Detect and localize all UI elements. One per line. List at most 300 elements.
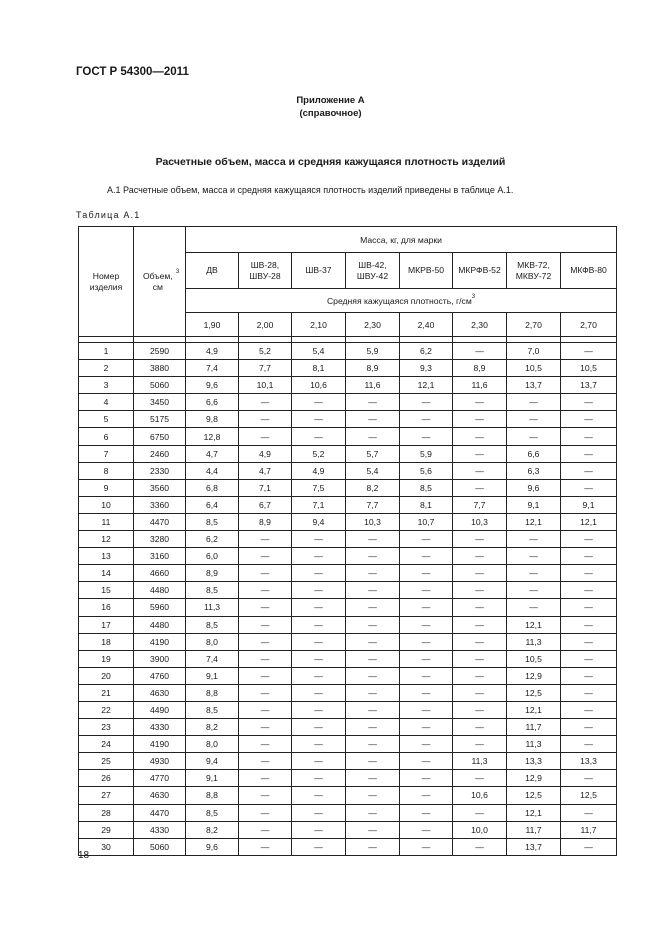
- table-row: [79, 445, 617, 462]
- table-row: [79, 838, 617, 855]
- table-row: [79, 770, 617, 787]
- table-cell: 9,1: [186, 667, 239, 684]
- table-cell: —: [400, 411, 453, 428]
- table-cell: —: [453, 719, 507, 736]
- table-row: [79, 531, 617, 548]
- density-value: 2,70: [507, 313, 561, 337]
- table-row: [79, 787, 617, 804]
- table-cell: —: [400, 565, 453, 582]
- table-cell: —: [346, 565, 400, 582]
- table-cell: 12,5: [507, 787, 561, 804]
- table-cell: 8,9: [186, 565, 239, 582]
- table-cell: —: [239, 582, 292, 599]
- table-cell: —: [400, 684, 453, 701]
- table-cell: 9,4: [186, 753, 239, 770]
- table-cell: 8,0: [186, 633, 239, 650]
- table-cell: 13,3: [507, 753, 561, 770]
- col-header-volume-label: Объем, см: [142, 270, 173, 292]
- table-cell: —: [400, 804, 453, 821]
- table-cell: —: [453, 667, 507, 684]
- intro-paragraph: А.1 Расчетные объем, масса и средняя кажущаяся плотность изделий приведены в таблице А.1.: [107, 185, 514, 195]
- table-cell: —: [561, 582, 617, 599]
- mass-header: Масса, кг, для марки: [186, 227, 617, 253]
- table-cell: —: [453, 394, 507, 411]
- table-cell: 4190: [134, 633, 186, 650]
- table-cell: 5,9: [346, 343, 400, 360]
- table-cell: 11,3: [186, 599, 239, 616]
- table-cell: 5175: [134, 411, 186, 428]
- table-cell: —: [239, 633, 292, 650]
- table-cell: —: [292, 804, 346, 821]
- table-cell: 21: [79, 684, 134, 701]
- table-cell: —: [292, 582, 346, 599]
- superscript-3: 3: [471, 293, 476, 300]
- table-cell: 4470: [134, 804, 186, 821]
- table-cell: —: [561, 531, 617, 548]
- table-cell: —: [292, 565, 346, 582]
- table-cell: —: [453, 565, 507, 582]
- table-row: [79, 565, 617, 582]
- table-cell: 4,4: [186, 462, 239, 479]
- table-cell: —: [507, 411, 561, 428]
- table-cell: —: [453, 736, 507, 753]
- table-cell: 6,0: [186, 548, 239, 565]
- table-cell: —: [346, 667, 400, 684]
- table-cell: 10,5: [561, 360, 617, 377]
- table-cell: —: [346, 394, 400, 411]
- table-cell: 7,0: [507, 343, 561, 360]
- table-cell: 10,0: [453, 821, 507, 838]
- table-cell: —: [239, 548, 292, 565]
- table-cell: —: [346, 804, 400, 821]
- table-row: [79, 513, 617, 530]
- table-cell: 3160: [134, 548, 186, 565]
- table-cell: 10,6: [453, 787, 507, 804]
- table-cell: —: [561, 736, 617, 753]
- grade-header: МКВ-72, МКВУ-72: [507, 253, 561, 289]
- table-cell: 12,5: [507, 684, 561, 701]
- table-cell: 4,7: [239, 462, 292, 479]
- table-cell: —: [400, 616, 453, 633]
- table-cell: —: [453, 428, 507, 445]
- table-cell: 8,5: [186, 804, 239, 821]
- table-cell: 8,5: [186, 616, 239, 633]
- table-cell: —: [561, 343, 617, 360]
- grade-header: МКРФВ-52: [453, 253, 507, 289]
- table-cell: 2590: [134, 343, 186, 360]
- table-cell: —: [507, 548, 561, 565]
- table-cell: —: [400, 531, 453, 548]
- table-cell: 6,7: [239, 496, 292, 513]
- table-cell: 7,4: [186, 360, 239, 377]
- table-cell: —: [346, 719, 400, 736]
- table-cell: —: [561, 616, 617, 633]
- table-cell: —: [453, 462, 507, 479]
- grade-header: ДВ: [186, 253, 239, 289]
- table-cell: —: [400, 701, 453, 718]
- table-cell: 23: [79, 719, 134, 736]
- table-row: [79, 343, 617, 360]
- table-cell: 10: [79, 496, 134, 513]
- table-cell: —: [561, 445, 617, 462]
- table-cell: —: [561, 462, 617, 479]
- table-cell: —: [453, 770, 507, 787]
- table-cell: —: [239, 531, 292, 548]
- table-cell: —: [453, 582, 507, 599]
- table-row: [79, 377, 617, 394]
- table-cell: 24: [79, 736, 134, 753]
- table-cell: 8,5: [186, 582, 239, 599]
- table-cell: 6,4: [186, 496, 239, 513]
- table-cell: 6,6: [507, 445, 561, 462]
- table-cell: —: [346, 582, 400, 599]
- table-cell: 2: [79, 360, 134, 377]
- table-cell: 22: [79, 701, 134, 718]
- table-cell: —: [400, 599, 453, 616]
- table-cell: —: [400, 650, 453, 667]
- table-cell: 9: [79, 479, 134, 496]
- col-header-volume: [134, 227, 186, 337]
- table-cell: —: [453, 633, 507, 650]
- density-value: 2,70: [561, 313, 617, 337]
- table-cell: 4330: [134, 821, 186, 838]
- table-row: [79, 462, 617, 479]
- table-cell: —: [561, 770, 617, 787]
- table-cell: 7: [79, 445, 134, 462]
- table-cell: —: [561, 599, 617, 616]
- table-cell: 3880: [134, 360, 186, 377]
- table-cell: 8,1: [400, 496, 453, 513]
- table-cell: 10,7: [400, 513, 453, 530]
- table-cell: —: [346, 531, 400, 548]
- table-cell: —: [292, 411, 346, 428]
- table-cell: 29: [79, 821, 134, 838]
- table-cell: —: [561, 667, 617, 684]
- table-row: [79, 701, 617, 718]
- table-cell: 13,7: [561, 377, 617, 394]
- table-cell: 9,1: [186, 770, 239, 787]
- table-cell: —: [507, 565, 561, 582]
- table-cell: 30: [79, 838, 134, 855]
- table-cell: 4,9: [239, 445, 292, 462]
- table-cell: 8: [79, 462, 134, 479]
- table-cell: 3360: [134, 496, 186, 513]
- table-cell: 12,1: [507, 701, 561, 718]
- table-cell: —: [346, 616, 400, 633]
- table-cell: 9,1: [561, 496, 617, 513]
- table-cell: —: [453, 411, 507, 428]
- table-cell: —: [292, 531, 346, 548]
- col-header-number: [79, 227, 134, 337]
- table-cell: 5,4: [346, 462, 400, 479]
- table-cell: 28: [79, 804, 134, 821]
- table-cell: 8,5: [186, 701, 239, 718]
- table-cell: —: [507, 428, 561, 445]
- table-cell: 13,3: [561, 753, 617, 770]
- table-cell: —: [346, 599, 400, 616]
- table-cell: —: [239, 821, 292, 838]
- table-cell: —: [400, 719, 453, 736]
- table-cell: —: [239, 736, 292, 753]
- table-cell: —: [561, 394, 617, 411]
- table-cell: 6,2: [186, 531, 239, 548]
- table-cell: —: [400, 753, 453, 770]
- table-cell: —: [561, 633, 617, 650]
- table-cell: —: [561, 548, 617, 565]
- table-cell: —: [292, 701, 346, 718]
- table-cell: 12,8: [186, 428, 239, 445]
- table-cell: —: [561, 479, 617, 496]
- page-number: 18: [78, 850, 90, 861]
- table-cell: 12,1: [400, 377, 453, 394]
- table-cell: 1: [79, 343, 134, 360]
- table-row: [79, 479, 617, 496]
- table-cell: 11,3: [507, 633, 561, 650]
- table-cell: 10,1: [239, 377, 292, 394]
- table-cell: —: [453, 479, 507, 496]
- table-cell: 10,5: [507, 360, 561, 377]
- table-cell: —: [561, 650, 617, 667]
- table-row: [79, 394, 617, 411]
- table-cell: 7,7: [239, 360, 292, 377]
- table-cell: —: [400, 548, 453, 565]
- table-cell: 2330: [134, 462, 186, 479]
- table-cell: —: [292, 787, 346, 804]
- table-cell: 6,3: [507, 462, 561, 479]
- density-value: 2,00: [239, 313, 292, 337]
- table-cell: —: [292, 684, 346, 701]
- table-cell: 11,7: [507, 821, 561, 838]
- table-cell: 11: [79, 513, 134, 530]
- table-cell: —: [400, 838, 453, 855]
- table-cell: 7,5: [292, 479, 346, 496]
- table-cell: 8,2: [346, 479, 400, 496]
- table-cell: 4630: [134, 684, 186, 701]
- table-row: [79, 684, 617, 701]
- table-cell: 4,7: [186, 445, 239, 462]
- table-cell: —: [561, 411, 617, 428]
- table-row: [79, 821, 617, 838]
- table-cell: —: [507, 531, 561, 548]
- table-cell: 13,7: [507, 838, 561, 855]
- table-cell: 6: [79, 428, 134, 445]
- table-cell: —: [239, 684, 292, 701]
- table-cell: 4480: [134, 616, 186, 633]
- table-cell: 8,0: [186, 736, 239, 753]
- table-cell: 8,9: [239, 513, 292, 530]
- density-value: 2,30: [453, 313, 507, 337]
- table-cell: 10,3: [346, 513, 400, 530]
- table-cell: 11,7: [507, 719, 561, 736]
- table-row: [79, 599, 617, 616]
- table-cell: —: [239, 753, 292, 770]
- table-cell: —: [453, 838, 507, 855]
- table-cell: —: [239, 787, 292, 804]
- table-cell: —: [292, 838, 346, 855]
- table-cell: —: [346, 736, 400, 753]
- table-cell: —: [292, 633, 346, 650]
- table-row: [79, 616, 617, 633]
- table-cell: —: [292, 736, 346, 753]
- table-cell: —: [239, 804, 292, 821]
- table-cell: 9,4: [292, 513, 346, 530]
- table-cell: —: [239, 701, 292, 718]
- table-cell: 12,5: [561, 787, 617, 804]
- table-cell: 26: [79, 770, 134, 787]
- table-cell: 8,9: [346, 360, 400, 377]
- table-cell: 13,7: [507, 377, 561, 394]
- table-cell: —: [346, 684, 400, 701]
- table-row: [79, 360, 617, 377]
- table-cell: —: [561, 838, 617, 855]
- table-cell: 4190: [134, 736, 186, 753]
- table-cell: —: [239, 770, 292, 787]
- table-cell: 27: [79, 787, 134, 804]
- table-cell: —: [400, 582, 453, 599]
- table-cell: 8,8: [186, 684, 239, 701]
- table-row: [79, 633, 617, 650]
- table-cell: 10,5: [507, 650, 561, 667]
- table-row: [79, 736, 617, 753]
- table-cell: 4760: [134, 667, 186, 684]
- table-row: [79, 428, 617, 445]
- table-cell: 4770: [134, 770, 186, 787]
- table-cell: —: [239, 667, 292, 684]
- table-cell: 5,6: [400, 462, 453, 479]
- table-cell: —: [239, 428, 292, 445]
- table-cell: —: [400, 667, 453, 684]
- table-cell: —: [239, 565, 292, 582]
- table-cell: —: [561, 428, 617, 445]
- table-cell: 3280: [134, 531, 186, 548]
- table-cell: —: [292, 821, 346, 838]
- table-cell: —: [292, 428, 346, 445]
- table-cell: 20: [79, 667, 134, 684]
- table-cell: —: [292, 616, 346, 633]
- table-row: [79, 804, 617, 821]
- table-cell: 12,1: [507, 616, 561, 633]
- table-cell: —: [453, 650, 507, 667]
- table-cell: 7,1: [239, 479, 292, 496]
- density-value: 1,90: [186, 313, 239, 337]
- density-header: [186, 289, 617, 313]
- table-cell: 3560: [134, 479, 186, 496]
- density-value: 2,40: [400, 313, 453, 337]
- table-cell: 16: [79, 599, 134, 616]
- table-cell: 25: [79, 753, 134, 770]
- table-cell: 10,3: [453, 513, 507, 530]
- table-cell: 5960: [134, 599, 186, 616]
- table-cell: 4480: [134, 582, 186, 599]
- table-cell: —: [453, 445, 507, 462]
- table-cell: —: [453, 548, 507, 565]
- table-cell: —: [453, 343, 507, 360]
- table-body: [79, 337, 617, 856]
- density-header-label: Средняя кажущаяся плотность, г/см: [326, 295, 472, 306]
- table-cell: 5,2: [239, 343, 292, 360]
- table-cell: —: [292, 394, 346, 411]
- table-row: [79, 719, 617, 736]
- table-cell: —: [400, 821, 453, 838]
- table-cell: —: [239, 650, 292, 667]
- table-cell: 8,9: [453, 360, 507, 377]
- table-row: [79, 411, 617, 428]
- table-cell: 9,6: [186, 377, 239, 394]
- table-cell: 12,9: [507, 770, 561, 787]
- table-cell: —: [453, 701, 507, 718]
- density-value: 2,10: [292, 313, 346, 337]
- table-cell: 7,7: [453, 496, 507, 513]
- table-cell: 12,1: [507, 513, 561, 530]
- table-cell: 4660: [134, 565, 186, 582]
- table-cell: 5060: [134, 377, 186, 394]
- table-cell: 8,2: [186, 719, 239, 736]
- table-cell: 8,5: [186, 513, 239, 530]
- table-cell: 11,7: [561, 821, 617, 838]
- table-cell: 5: [79, 411, 134, 428]
- table-cell: 3450: [134, 394, 186, 411]
- table-cell: 4490: [134, 701, 186, 718]
- table-cell: —: [292, 599, 346, 616]
- table-row: [79, 753, 617, 770]
- data-table: [78, 226, 617, 856]
- table-row: [79, 548, 617, 565]
- grade-header: ШВ-37: [292, 253, 346, 289]
- table-cell: —: [453, 804, 507, 821]
- table-caption: Таблица А.1: [76, 210, 141, 220]
- table-cell: —: [346, 787, 400, 804]
- table-cell: —: [346, 770, 400, 787]
- table-cell: 5,7: [346, 445, 400, 462]
- table-cell: 4470: [134, 513, 186, 530]
- table-cell: —: [400, 394, 453, 411]
- table-cell: 8,1: [292, 360, 346, 377]
- appendix-title: Приложение А: [296, 95, 365, 106]
- table-row: [79, 667, 617, 684]
- table-cell: 3900: [134, 650, 186, 667]
- table-cell: —: [453, 531, 507, 548]
- col-header-number-label: Номер изделия: [89, 270, 123, 292]
- grade-header: МКФВ-80: [561, 253, 617, 289]
- table-cell: —: [292, 650, 346, 667]
- table-cell: 7,7: [346, 496, 400, 513]
- table-cell: —: [561, 719, 617, 736]
- document-header: ГОСТ Р 54300—2011: [76, 66, 189, 78]
- table-cell: —: [239, 411, 292, 428]
- table-cell: —: [292, 770, 346, 787]
- table-row: [79, 582, 617, 599]
- table-cell: 14: [79, 565, 134, 582]
- table-cell: —: [400, 633, 453, 650]
- table-cell: 6,6: [186, 394, 239, 411]
- table-cell: 10,6: [292, 377, 346, 394]
- table-cell: —: [561, 565, 617, 582]
- table-cell: 5,9: [400, 445, 453, 462]
- table-cell: 8,8: [186, 787, 239, 804]
- table-cell: —: [239, 599, 292, 616]
- table-cell: —: [507, 394, 561, 411]
- table-cell: —: [400, 770, 453, 787]
- table-row: [79, 650, 617, 667]
- table-cell: —: [239, 719, 292, 736]
- table-cell: 2460: [134, 445, 186, 462]
- table-cell: 7,4: [186, 650, 239, 667]
- table-cell: —: [561, 701, 617, 718]
- superscript-3: 3: [175, 268, 180, 275]
- table-cell: —: [346, 753, 400, 770]
- grade-header: МКРВ-50: [400, 253, 453, 289]
- table-cell: —: [346, 838, 400, 855]
